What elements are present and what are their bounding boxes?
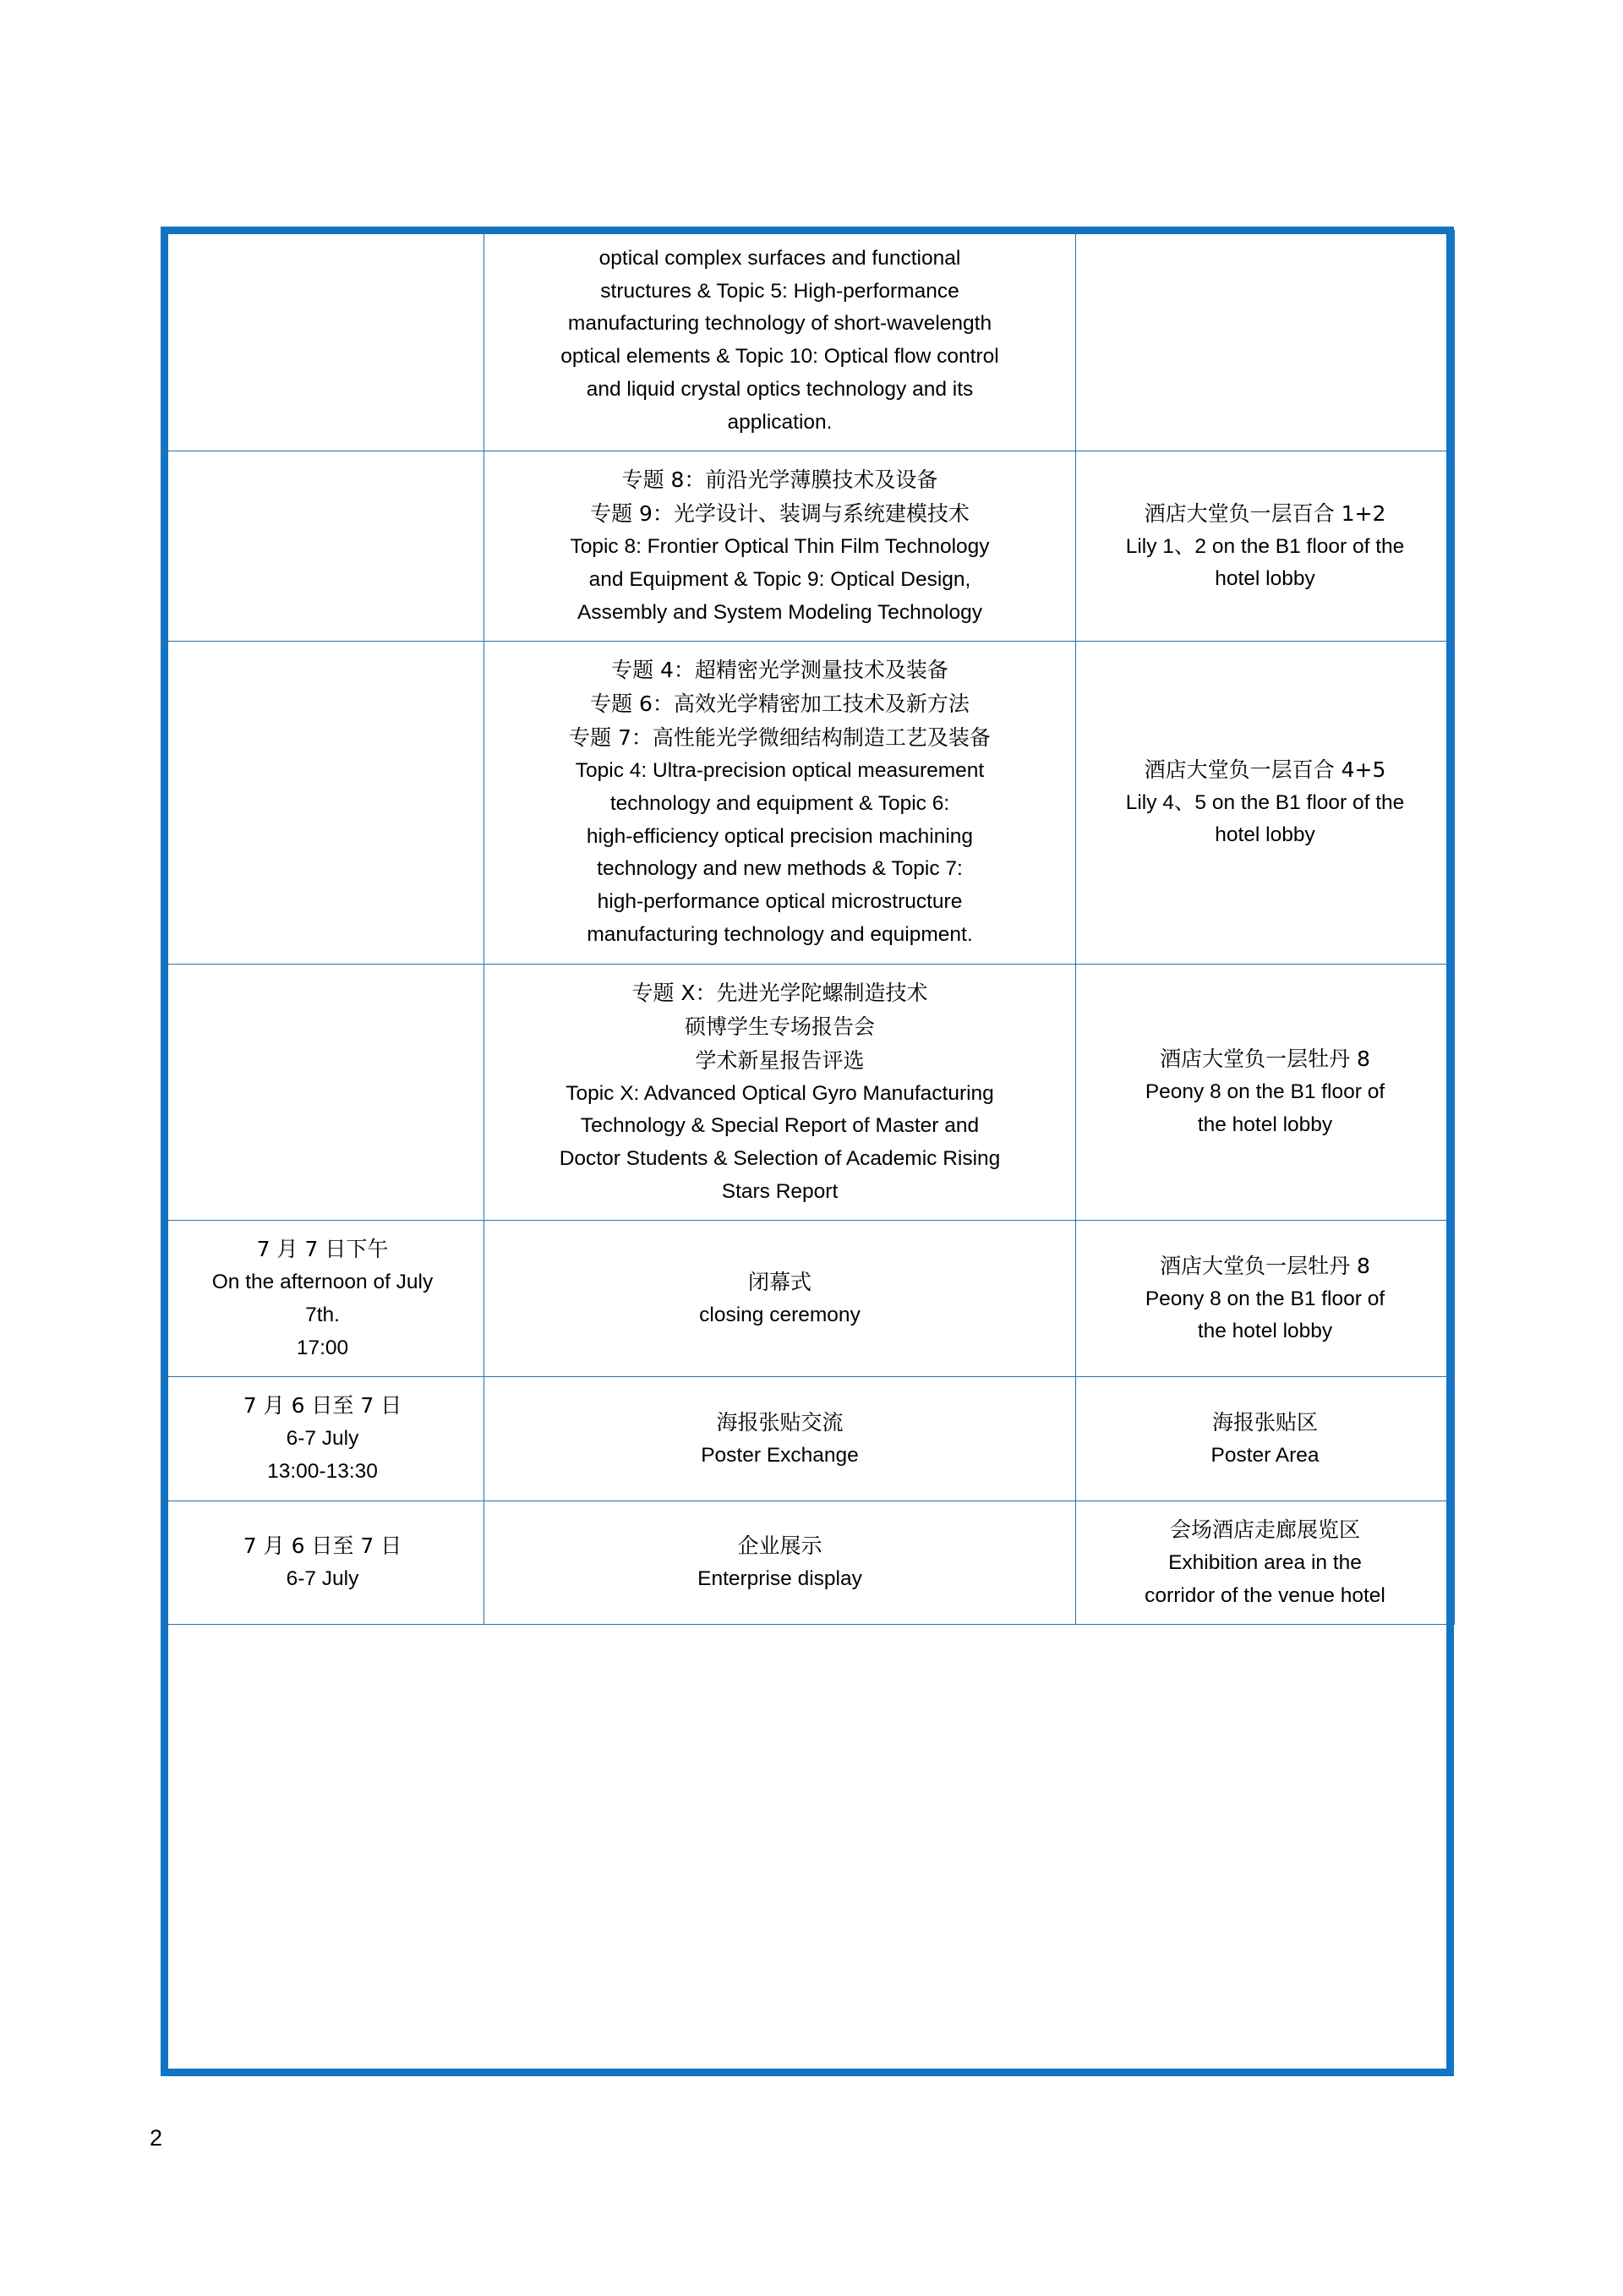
cell-place-line-en: corridor of the venue hotel: [1145, 1583, 1385, 1607]
cell-content-line-cn: 企业展示: [737, 1533, 822, 1559]
cell-place-line-cn: 酒店大堂负一层牡丹 8: [1160, 1047, 1370, 1072]
cell-content-line-en: structures & Topic 5: High-performance: [600, 279, 959, 303]
cell-place: [1076, 1221, 1455, 1377]
cell-content-line-en: Stars Report: [721, 1179, 839, 1203]
cell-content-line-en: technology and equipment & Topic 6:: [609, 792, 950, 816]
cell-place: [1076, 964, 1455, 1221]
cell-content-line-cn: 闭幕式: [747, 1270, 812, 1295]
cell-content-line-cn: 学术新星报告评选: [695, 1047, 865, 1073]
cell-content: [484, 964, 1076, 1221]
cell-time-line-en: 7th.: [305, 1304, 340, 1327]
cell-place-line-en: Peony 8 on the B1 floor of: [1145, 1080, 1385, 1104]
cell-time: [161, 642, 484, 964]
cell-time: [161, 231, 484, 451]
cell-time-line-cn: 7 月 7 日下午: [256, 1237, 389, 1262]
page-number: 2: [150, 2125, 163, 2151]
cell-content-line-en: Poster Exchange: [701, 1443, 859, 1467]
cell-content-line-cn: 专题 7：高性能光学微细结构制造工艺及装备: [569, 725, 991, 751]
cell-content: [484, 642, 1076, 964]
cell-content-line-cn: 专题 X：先进光学陀螺制造技术: [631, 980, 928, 1005]
cell-content-line-en: technology and new methods & Topic 7:: [597, 857, 963, 881]
cell-place-line-en: hotel lobby: [1215, 567, 1315, 591]
table-row: [161, 451, 1455, 642]
cell-place-line-cn: 酒店大堂负一层百合 1+2: [1144, 500, 1386, 526]
cell-place-line-cn: 酒店大堂负一层百合 4+5: [1144, 757, 1386, 782]
cell-time: [161, 1501, 484, 1624]
cell-place-line-cn: 海报张贴区: [1211, 1409, 1318, 1435]
schedule-table-body: [161, 231, 1455, 1625]
cell-place-line-en: the hotel lobby: [1197, 1320, 1333, 1343]
cell-content-lines: [498, 653, 1062, 951]
cell-content-line-en: application.: [727, 410, 833, 434]
table-row: [161, 1377, 1455, 1501]
cell-content-line-en: Topic X: Advanced Optical Gyro Manufacturing: [566, 1081, 994, 1105]
cell-content-lines: [498, 1529, 1062, 1596]
cell-time-line-cn: 7 月 6 日至 7 日: [243, 1533, 402, 1559]
cell-place-lines: [1090, 1249, 1440, 1348]
cell-content-line-cn: 专题 9：光学设计、装调与系统建模技术: [590, 501, 970, 527]
cell-time: [161, 1221, 484, 1377]
cell-content-line-cn: 海报张贴交流: [716, 1409, 844, 1435]
cell-content: [484, 231, 1076, 451]
cell-time-line-en: 13:00-13:30: [267, 1460, 378, 1484]
cell-content: [484, 1501, 1076, 1624]
table-row: [161, 231, 1455, 451]
cell-time-lines: [175, 1529, 470, 1596]
cell-place-line-en: the hotel lobby: [1197, 1112, 1333, 1136]
cell-place-line-cn: 酒店大堂负一层牡丹 8: [1160, 1253, 1370, 1278]
cell-content-line-cn: 专题 8：前沿光学薄膜技术及设备: [621, 467, 938, 493]
cell-place-line-en: Lily 1、2 on the B1 floor of the: [1125, 534, 1405, 558]
cell-time-lines: [175, 1389, 470, 1488]
cell-time: [161, 451, 484, 642]
cell-place-lines: [1090, 1042, 1440, 1141]
cell-content-line-en: Doctor Students & Selection of Academic Rising: [559, 1146, 1001, 1170]
cell-content-lines: [498, 976, 1062, 1209]
cell-content-lines: [498, 243, 1062, 439]
cell-content-lines: [498, 463, 1062, 629]
cell-content-line-en: Assembly and System Modeling Technology: [577, 600, 982, 624]
table-row: [161, 964, 1455, 1221]
table-row: [161, 642, 1455, 964]
cell-time-line-en: 17:00: [296, 1336, 349, 1359]
cell-time-line-en: On the afternoon of July: [211, 1271, 434, 1294]
cell-place-lines: [1090, 753, 1440, 852]
cell-time-lines: [175, 1233, 470, 1364]
cell-place-lines: [1090, 497, 1440, 596]
cell-content-lines: [498, 1406, 1062, 1473]
cell-place-line-en: Peony 8 on the B1 floor of: [1145, 1287, 1385, 1310]
cell-content-line-en: high-efficiency optical precision machining: [586, 824, 974, 848]
cell-content-line-en: manufacturing technology and equipment.: [587, 922, 973, 946]
cell-content-line-en: and Equipment & Topic 9: Optical Design,: [588, 567, 971, 591]
cell-time-line-en: 6-7 July: [286, 1427, 359, 1451]
cell-time-line-en: 6-7 July: [286, 1567, 359, 1591]
cell-time-line-cn: 7 月 6 日至 7 日: [243, 1393, 402, 1419]
table-row: [161, 1501, 1455, 1624]
cell-place: [1076, 1377, 1455, 1501]
cell-content-line-cn: 硕博学生专场报告会: [684, 1014, 875, 1039]
cell-place-lines: [1090, 1406, 1440, 1473]
table-row: [161, 1221, 1455, 1377]
cell-content-line-cn: 专题 4：超精密光学测量技术及装备: [611, 658, 948, 683]
cell-place-line-en: Lily 4、5 on the B1 floor of the: [1125, 790, 1405, 814]
cell-content-line-en: high-performance optical microstructure: [597, 890, 963, 914]
cell-content-line-cn: 专题 6：高效光学精密加工技术及新方法: [590, 692, 970, 717]
cell-content-line-en: Enterprise display: [697, 1567, 862, 1591]
cell-content-line-en: manufacturing technology of short-wavelength: [567, 312, 992, 336]
cell-content-line-en: optical complex surfaces and functional: [598, 247, 961, 270]
cell-content-line-en: optical elements & Topic 10: Optical flow control: [560, 345, 999, 369]
cell-place-line-en: Poster Area: [1210, 1443, 1320, 1467]
cell-time: [161, 1377, 484, 1501]
cell-place: [1076, 642, 1455, 964]
cell-content-line-en: Topic 4: Ultra-precision optical measurement: [575, 759, 985, 783]
cell-content-line-en: and liquid crystal optics technology and its: [586, 377, 974, 401]
cell-place: [1076, 231, 1455, 451]
cell-place-line-en: Exhibition area in the: [1168, 1550, 1362, 1574]
cell-content: [484, 1377, 1076, 1501]
cell-content: [484, 1221, 1076, 1377]
cell-content-lines: [498, 1266, 1062, 1332]
cell-place: [1076, 1501, 1455, 1624]
cell-content: [484, 451, 1076, 642]
conference-schedule-table: [161, 230, 1455, 1625]
cell-place: [1076, 451, 1455, 642]
table-frame-bottom: [161, 2069, 1454, 2076]
cell-time: [161, 964, 484, 1221]
cell-content-line-en: Topic 8: Frontier Optical Thin Film Technology: [570, 535, 990, 559]
cell-place-line-en: hotel lobby: [1215, 823, 1315, 847]
cell-content-line-en: Technology & Special Report of Master and: [580, 1114, 980, 1138]
cell-place-line-cn: 会场酒店走廊展览区: [1169, 1517, 1360, 1542]
cell-content-line-en: closing ceremony: [699, 1304, 861, 1327]
cell-place-lines: [1090, 1513, 1440, 1612]
